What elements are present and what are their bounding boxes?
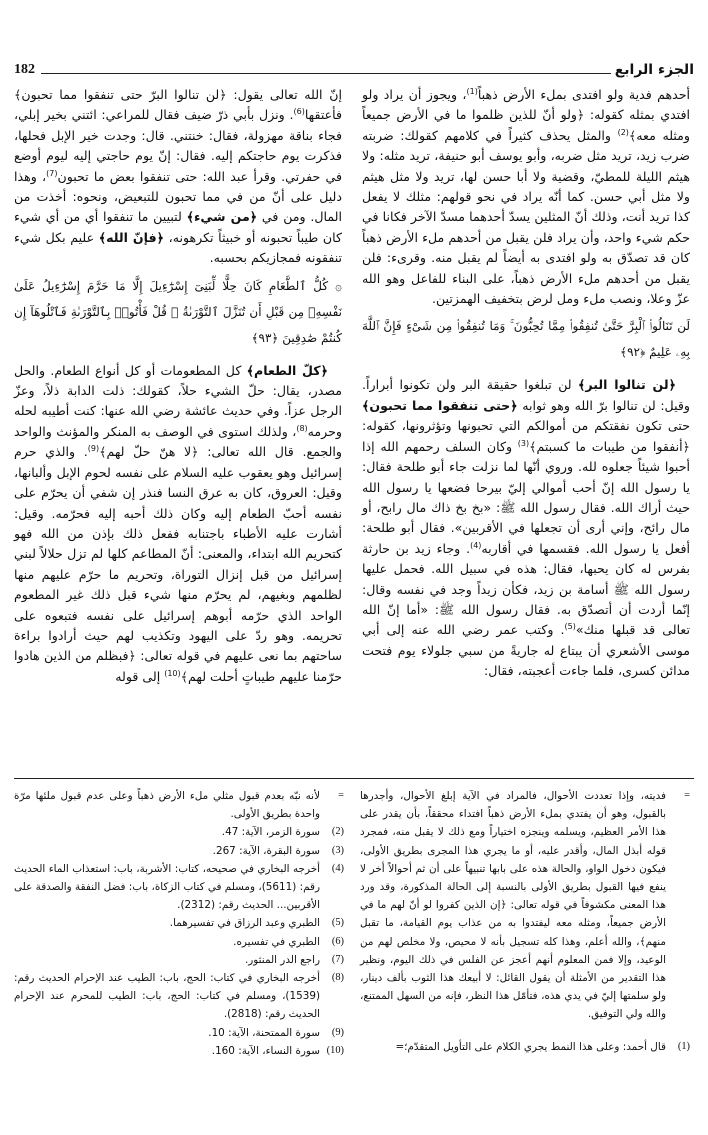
footnote-6: (6) الطبري في تفسيره. [233,935,344,948]
footnote-ref[interactable]: (10) [164,668,181,678]
footnote-ref[interactable]: (3) [517,438,530,448]
footnote-ref[interactable]: (7) [46,168,58,178]
header-rule [41,73,611,74]
verse-quote: ﴿من شيء﴾ [186,209,258,225]
footnotes-left [14,787,344,1060]
left-text-column [14,85,342,687]
part-title: الجزء الرابع [614,62,694,78]
footnote-10: (10) سورة النساء، الآية: 160. [211,1044,344,1057]
quran-verse-92: لَن تَنَالُوا۟ ٱلْبِرَّ حَتَّىٰ تُنفِقُوا۟ مِمَّا تُحِبُّونَ ۚ وَمَا تُنفِقُوا۟ مِن شَىْءٍ فَإِنَّ ٱللَّهَ بِهِۦ عَلِيمٌ ﴿٩٢﴾ [362,319,690,360]
quran-verse-93: ۞ كُلُّ ٱلطَّعَامِ كَانَ حِلًّا لِّبَنِىٓ إِسْرَٰٓءِيلَ إِلَّا مَا حَرَّمَ إِسْرَٰٓءِيلُ عَلَىٰ نَفْسِهِۦ مِن قَبْلِ أَن تُنَزَّلَ ٱلتَّوْرَىٰةُ ۗ قُلْ فَأْتُوا۟ بِٱلتَّوْرَىٰةِ فَٱتْلُوهَآ إِن كُنتُمْ صَٰدِقِينَ ﴿٩٣﴾ [14,278,342,345]
footnote-8: (8) أخرجه البخاري في كتاب: الحج، باب: الطيب عند الإحرام الحديث رقم: (1539)، ومسلم في كتاب: الحج، باب: الطيب للمحرم عند الإحرام الحديث رقم: (2818). [14,972,344,1021]
continuation-mark: = [684,790,690,801]
commentary-paragraph: ﴿كلّ الطعام﴾ كل المطعومات أو كل أنواع الطعام. والحل مصدر، يقال: حلّ الشيء حلاً، كقولك: ذلت الدابة ذلاً، وعزّ الرجل عزاً. وفي حديث عائشة رضي الله عنها: كنت أطيبه لحله وحرمه$^{(8)}$، ولذلك استوى في الوصف به المنكر والمؤنث والواحد والجمع. قال الله تعالى: ﴿لا هنّ حلّ لهم﴾$^{(9)}$. والذي حرم إسرائيل وهو يعقوب عليه السلام على نفسه لحوم الإبل وألبانها، وقيل: العروق، كان به عرق النسا فنذر إن شفي أن يحرّم على نفسه أحبّ الطعام إليه وكان ذلك أحبه إليه فحرّمه. وقيل: أشارت عليه الأطباء باجتنابه ففعل ذلك بإذن من الله فهو كتحريم الله ابتداء، والمعنى: أنّ المطاعم كلها لم تزل حلالاً لبني إسرائيل من قبل إنزال التوراة، وتحريم ما حرّم عليهم منها لظلمهم وبغيهم، لم يحرّم منها شيء قبل ذلك غير المطعوم الواحد الذي حرّمه أبوهم إسرائيل على نفسه فتبعوه على تحريمه. وهو ردّ على اليهود وتكذيب لهم حيث أرادوا براءة ساحتهم بما نعى عليهم في قوله تعالى: ﴿فبظلم من الذين هادوا حرّمنا عليهم طيباتٍ أحلت لهم﴾$^{(10)}$ إلى قوله [14,362,342,684]
commentary-paragraph: ﴿لن تنالوا البر﴾ لن تبلغوا حقيقة البر ولن تكونوا أبراراً. وقيل: لن تنالوا برّ الله وهو ثوابه ﴿حتى تنفقوا مما تحبون﴾ حتى تكون نفقتكم من أموالكم التي تحبونها وتؤثرونها، كقوله: ﴿أنفقوا من طيبات ما كسبتم﴾$^{(3)}$ وكان السلف رحمهم الله إذا أحبوا شيئاً جعلوه لله. وروي أنّها لما نزلت جاء أبو طلحة فقال: يا رسول الله إنّ أحب أموالي إليّ بيرحا فضعها يا رسول الله حيث أراك الله. فقال رسول الله ﷺ: «بخ بخ ذاك مال رابح، أو مال رائح، وإني أرى أن تجعلها في الأقربين». فقال أبو طلحة: أفعل يا رسول الله. فقسمها في أقاربه$^{(4)}$. وجاء زيد بن حارثة بفرس له كان يحبها، فقال: هذه في سبيل الله. فحمل عليها رسول الله ﷺ أسامة بن زيد، فكأن زيداً وجد في نفسه وقال: إنّما أردت أن أتصدّق به. فقال رسول الله ﷺ: «أما إنّ الله تعالى قد قبلها منك»$^{(5)}$. وكتب عمر رضي الله عنه إلى أبي موسى الأشعري أن يبتاع له جاريةً من سبي جلولاء يوم فتحت مدائن كسرى، فلما جاءت أعجبته، فقال: [362,377,691,679]
page-number: 182 [14,62,35,77]
footnote-9: (9) سورة الممتحنة، الآية: 10. [208,1026,344,1039]
verse-quote: ﴿حتى تنفقوا مما تحبون﴾ [362,397,518,413]
footnotes-right [360,787,690,1056]
footnote-ref[interactable]: (8) [296,423,308,433]
footnote-continuation: = فديته، وإذا تعددت الأحوال، فالمراد في الآية إبلغ الأحوال، وأجدرها بالقبول، وهو أن يفتدي بملء الأرض ذهباً افتداء محققاً، بأن يقدر على هذا الأمر العظيم، ويسلمه وينجزه اختياراً ومع ذلك لا يقبل منه، فمجرد قوله أبذل المال، وأقدر عليه، أو ما يجري هذا المجرى بطريق الأولى، فيكون دخول الواو، والحالة هذه على بابها تنبيهاً على أن ثم أحوالاً أخر لا ينفع فيها القبول بطريق الأولى بالنسبة إلى الحالة المذكورة، وقد ورد هذا المعنى مكشوفاً في قوله تعالى: ﴿إن الذين كفروا لو أنّ لهم ما في الأرض جميعاً، ومثله معه ليفتدوا به من عذاب يوم القيامة، ما تقبل منهم﴾، والله أعلم، وهذا كله تسجيل بأنه لا محيص، ولا مخلص لهم من الوعيد، وإلا فمن المعلوم أنهم أعجز عن الفلس في ذلك اليوم، ونظير هذا التقدير من الأمثلة أن يقول القائل: لا أبيعك هذا الثوب بألف دينار، ولو سلمتها إليّ في يدي هذه، فتأمّل هذا النظر، فإنه من السهل الممتنع، والله ولي التوفيق. [360,787,690,1024]
continuation-mark: = [338,790,344,801]
footnote-ref[interactable]: (5) [564,622,576,632]
footnote-ref[interactable]: (9) [87,444,100,454]
footnote-7: (7) راجع الدر المنثور. [244,953,344,966]
commentary-paragraph: أحدهم فدية ولو افتدى بملء الأرض ذهباً$^{(1)}$، ويجوز أن يراد ولو افتدي بمثله كقوله: ﴿ولو أنّ للذين ظلموا ما في الأرض جميعاً ومثله معه﴾$^{(2)}$ والمثل يحذف كثيراً في كلامهم كقولك: ضربته ضرب زيد، تريد مثل ضربه، وأبو يوسف أبو حنيفة، تريد مثله: ولا هيثم الليلة للمطيّ، وقضية ولا أبا حسن لها، تريد ولا مثل هيثم ولا مثل أبي حسن. كما أنّه يراد في نحو قولهم: مثلك لا يفعل كذا تريد أنت، وذلك أنّ المثلين يسدّ أحدهما مسدّ الآخر فكانا في حكم شيء واحد، وأن يراد فلن يقبل من أحدهم ملء الأرض ذهباً كان قد تصدّق به ولو افتدى به أيضاً لم يقبل منه. وقرىء: فلن يقبل من أحدهم ملء الأرض ذهباً، على البناء للفاعل وهو الله عزّ وعلا، ونصب ملء ومل لرض بتخفيف الهمزتين. [362,86,690,307]
verse-quote: ﴿كلّ الطعام﴾ [246,362,328,378]
footnote-ref[interactable]: (4) [470,540,482,550]
commentary-paragraph: إنّ الله تعالى يقول: ﴿لن تنالوا البرّ حتى تنفقوا مما تحبون﴾ فأعتقها$^{(6)}$. ونزل بأبي ذرّ ضيف فقال للمراعي: ائتني بخير إبلي، فجاء بناقة مهزولة، فقال: خنتني. قال: وجدت خير الإبل فحلها، فذكرت يوم حاجتكم إليه. فقال: إنّ يوم حاجتي إليه ليوم أوضع في حفرتي. وقرأ عبد الله: حتى تنفقوا بعض ما تحبون$^{(7)}$، وهذا دليل على أنّ من في مما تحبون للتبعيض، ونحوه: أخذت من المال. ومن في ﴿من شيء﴾ لتبيين ما تنفقوا أي من أي شيء كان طيباً تحبونه أو خبيثاً تكرهونه، ﴿فإنّ الله﴾ عليم بكل شيء تنفقونه فمجازيكم بحسبه. [14,87,342,266]
right-text-column [362,85,690,682]
footnote-ref[interactable]: (1) [466,86,478,96]
verse-quote: ﴿لن تنالوا البر﴾ [578,377,676,393]
footnote-5: (5) الطبري وعبد الرزاق في تفسيرهما. [169,917,344,930]
footnote-number: (1) [677,1040,690,1052]
verse-quote: ﴿فإنّ الله﴾ [98,229,165,245]
footnote-ref[interactable]: (6) [293,107,305,117]
footnote-3: (3) سورة البقرة، الآية: 267. [212,844,344,857]
footnote-continuation: = لأنه نبّه بعدم قبول مثلي ملء الأرض ذهباً وعلى عدم قبول ملئها مرّة واحدة بطريق الأولى. [14,787,344,823]
footnote-ref[interactable]: (2) [617,127,629,137]
running-header [14,56,694,78]
footnote-separator [14,778,694,779]
footnote-1: (1) قال أحمد: وعلى هذا النمط يجري الكلام على التأويل المتقدّم؛= [360,1038,690,1056]
footnote-4: (4) أخرجه البخاري في صحيحه، كتاب: الأشربة، باب: استعذاب الماء الحديث رقم: (5611)، ومسلم في كتاب الزكاة، باب: فضل النفقة والصدقة على الأقربين... الحديث رقم: (2312). [14,862,344,912]
footnote-2: (2) سورة الزمر، الآية: 47. [221,826,344,839]
